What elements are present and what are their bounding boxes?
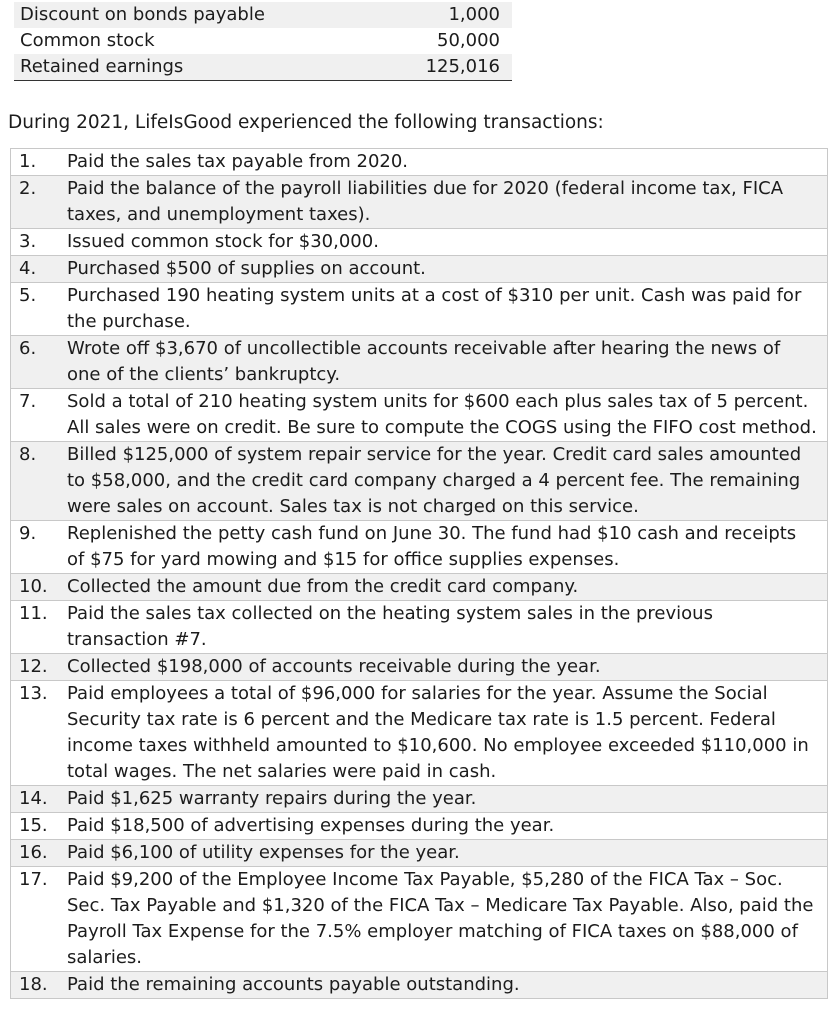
transaction-text: Wrote off $3,670 of uncollectible accounts receivable after hearing the news of one of the clients’ bankruptcy. — [67, 338, 781, 385]
transaction-number: 2. — [19, 178, 37, 199]
transaction-number: 6. — [19, 338, 37, 359]
transaction-row — [11, 228, 827, 255]
transaction-row — [11, 812, 827, 839]
transaction-number: 1. — [19, 151, 37, 172]
transaction-row — [11, 653, 827, 680]
transaction-number: 7. — [19, 391, 37, 412]
balance-row — [14, 54, 512, 81]
transaction-row — [11, 785, 827, 812]
transaction-number: 12. — [19, 656, 48, 677]
transaction-text: Billed $125,000 of system repair service for the year. Credit card sales amounted to $58,000, and the credit card company charged a 4 percent fee. The remaining were sales on account. Sales tax is not charged on this service. — [67, 444, 802, 517]
transaction-row — [11, 520, 827, 573]
transaction-row — [11, 971, 827, 998]
account-name: Discount on bonds payable — [14, 2, 354, 28]
transaction-number: 17. — [19, 869, 48, 890]
transaction-text: Collected the amount due from the credit card company. — [67, 576, 579, 597]
transaction-list — [10, 148, 828, 999]
transaction-row — [11, 175, 827, 228]
transaction-number: 15. — [19, 815, 48, 836]
transaction-row — [11, 866, 827, 971]
transaction-number: 4. — [19, 258, 37, 279]
balance-row — [14, 2, 512, 28]
transaction-number: 13. — [19, 683, 48, 704]
transaction-text: Paid the remaining accounts payable outstanding. — [67, 974, 520, 995]
balance-row — [14, 28, 512, 54]
transaction-number: 5. — [19, 285, 37, 306]
transaction-text: Paid the balance of the payroll liabilities due for 2020 (federal income tax, FICA taxes, and unemployment taxes). — [67, 178, 784, 225]
transaction-text: Collected $198,000 of accounts receivable during the year. — [67, 656, 601, 677]
transaction-text: Paid the sales tax collected on the heating system sales in the previous transaction #7. — [67, 603, 713, 650]
transaction-text: Purchased $500 of supplies on account. — [67, 258, 426, 279]
transaction-text: Paid $18,500 of advertising expenses during the year. — [67, 815, 555, 836]
account-amount: 50,000 — [437, 30, 500, 51]
transaction-text: Paid the sales tax payable from 2020. — [67, 151, 409, 172]
transaction-row — [11, 255, 827, 282]
transaction-row — [11, 600, 827, 653]
transaction-row — [11, 335, 827, 388]
transaction-number: 8. — [19, 444, 37, 465]
transaction-row — [11, 282, 827, 335]
transaction-number: 3. — [19, 231, 37, 252]
account-name: Common stock — [20, 30, 155, 51]
transaction-text: Paid employees a total of $96,000 for salaries for the year. Assume the Social Security tax rate is 6 percent and the Medicare tax rate is 1.5 percent. Federal income taxes withheld amounted to $10,600. No employee exceeded $110,000 in total wages. The net salaries were paid in cash. — [67, 683, 809, 782]
transaction-text: Paid $9,200 of the Employee Income Tax Payable, $5,280 of the FICA Tax – Soc. Sec. Tax Payable and $1,320 of the FICA Tax – Medicare Tax Payable. Also, paid the Payroll Tax Expense for the 7.5% employer matching of FICA taxes on $88,000 of salaries. — [67, 869, 814, 968]
transaction-text: Replenished the petty cash fund on June 30. The fund had $10 cash and receipts of $75 for yard mowing and $15 for office supplies expenses. — [67, 523, 797, 570]
transaction-text: Issued common stock for $30,000. — [67, 231, 379, 252]
transaction-number: 11. — [19, 603, 48, 624]
balance-table — [14, 2, 512, 81]
transaction-row — [11, 680, 827, 785]
account-name: Retained earnings — [14, 54, 354, 81]
transaction-number: 9. — [19, 523, 37, 544]
transaction-number: 14. — [19, 788, 48, 809]
transaction-number: 18. — [19, 974, 48, 995]
transaction-text: Paid $1,625 warranty repairs during the year. — [67, 788, 477, 809]
transaction-row — [11, 149, 827, 175]
transaction-row — [11, 441, 827, 520]
account-amount: 125,016 — [354, 54, 512, 81]
transaction-text: Sold a total of 210 heating system units for $600 each plus sales tax of 5 percent. All sales were on credit. Be sure to compute the COGS using the FIFO cost method. — [67, 391, 817, 438]
transaction-text: Paid $6,100 of utility expenses for the year. — [67, 842, 460, 863]
transaction-text: Purchased 190 heating system units at a cost of $310 per unit. Cash was paid for the purchase. — [67, 285, 802, 332]
intro-text: During 2021, LifeIsGood experienced the following transactions: — [8, 112, 604, 133]
account-amount: 1,000 — [354, 2, 512, 28]
transaction-number: 16. — [19, 842, 48, 863]
transaction-row — [11, 388, 827, 441]
transaction-row — [11, 573, 827, 600]
transaction-row — [11, 839, 827, 866]
transaction-number: 10. — [19, 576, 48, 597]
